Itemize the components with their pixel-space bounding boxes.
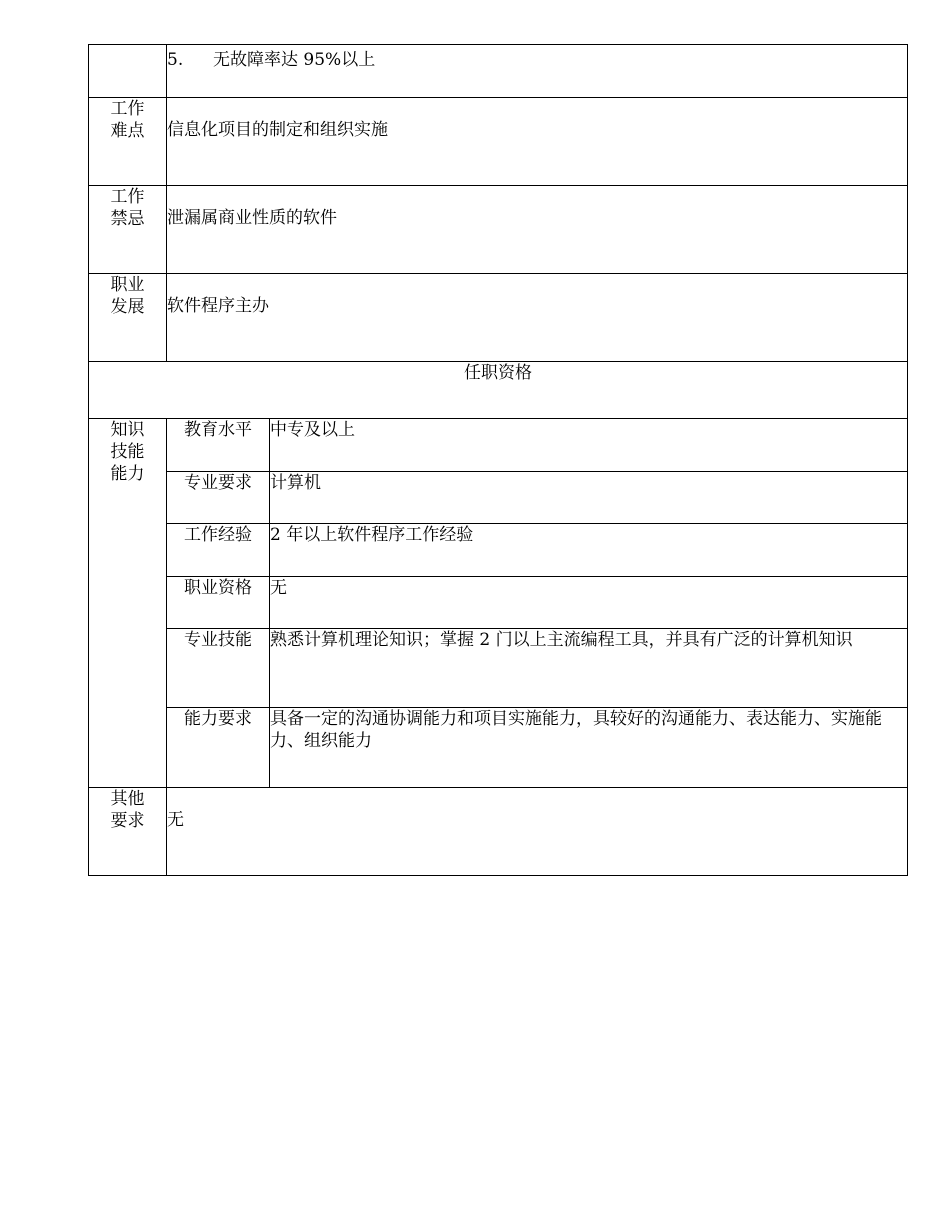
knowledge-skill-ability-label: [89, 419, 167, 788]
ability-value: 具备一定的沟通协调能力和项目实施能力，具较好的沟通能力、表达能力、实施能力、组织能力: [270, 708, 908, 788]
taboo-row: [89, 186, 908, 274]
other-row: [89, 788, 908, 876]
certification-value: 无: [270, 577, 908, 629]
qualification-item-row: [89, 419, 908, 472]
experience-value: 2 年以上软件程序工作经验: [270, 524, 908, 577]
other-label: [89, 788, 167, 876]
group-label-line2: 技能: [110, 442, 145, 462]
education-label: 教育水平: [167, 419, 270, 472]
career-label-line1: 职业: [110, 275, 145, 295]
qualification-item-row: [89, 524, 908, 577]
qualification-item-row: [89, 708, 908, 788]
difficulty-label-line2: 难点: [110, 121, 145, 141]
career-label-line2: 发展: [110, 297, 145, 317]
qualification-header-row: [89, 362, 908, 419]
empty-label-cell: [89, 45, 167, 98]
qualification-item-row: [89, 472, 908, 524]
target-cell: [167, 45, 908, 98]
difficulty-label: [89, 98, 167, 186]
group-label-line1: 知识: [110, 420, 145, 440]
list-number: 5.: [167, 50, 184, 70]
education-value: 中专及以上: [270, 419, 908, 472]
job-description-table: [88, 44, 908, 876]
group-label-line3: 能力: [110, 464, 145, 484]
qualification-title: 任职资格: [89, 362, 908, 419]
qualification-item-row: [89, 629, 908, 708]
experience-label: 工作经验: [167, 524, 270, 577]
career-label: [89, 274, 167, 362]
difficulty-row: [89, 98, 908, 186]
other-label-line1: 其他: [110, 789, 145, 809]
professional-skill-value: 熟悉计算机理论知识；掌握 2 门以上主流编程工具，并具有广泛的计算机知识: [270, 629, 908, 708]
difficulty-value: 信息化项目的制定和组织实施: [167, 98, 908, 186]
target-text: 无故障率达 95%以上: [213, 50, 376, 70]
major-label: 专业要求: [167, 472, 270, 524]
taboo-label-line1: 工作: [110, 187, 145, 207]
other-label-line2: 要求: [110, 811, 145, 831]
career-value: 软件程序主办: [167, 274, 908, 362]
major-value: 计算机: [270, 472, 908, 524]
career-row: [89, 274, 908, 362]
ability-label: 能力要求: [167, 708, 270, 788]
taboo-label: [89, 186, 167, 274]
other-value: 无: [167, 788, 908, 876]
professional-skill-label: 专业技能: [167, 629, 270, 708]
taboo-value: 泄漏属商业性质的软件: [167, 186, 908, 274]
certification-label: 职业资格: [167, 577, 270, 629]
taboo-label-line2: 禁忌: [110, 209, 145, 229]
difficulty-label-line1: 工作: [110, 99, 145, 119]
qualification-item-row: [89, 577, 908, 629]
target-row: [89, 45, 908, 98]
